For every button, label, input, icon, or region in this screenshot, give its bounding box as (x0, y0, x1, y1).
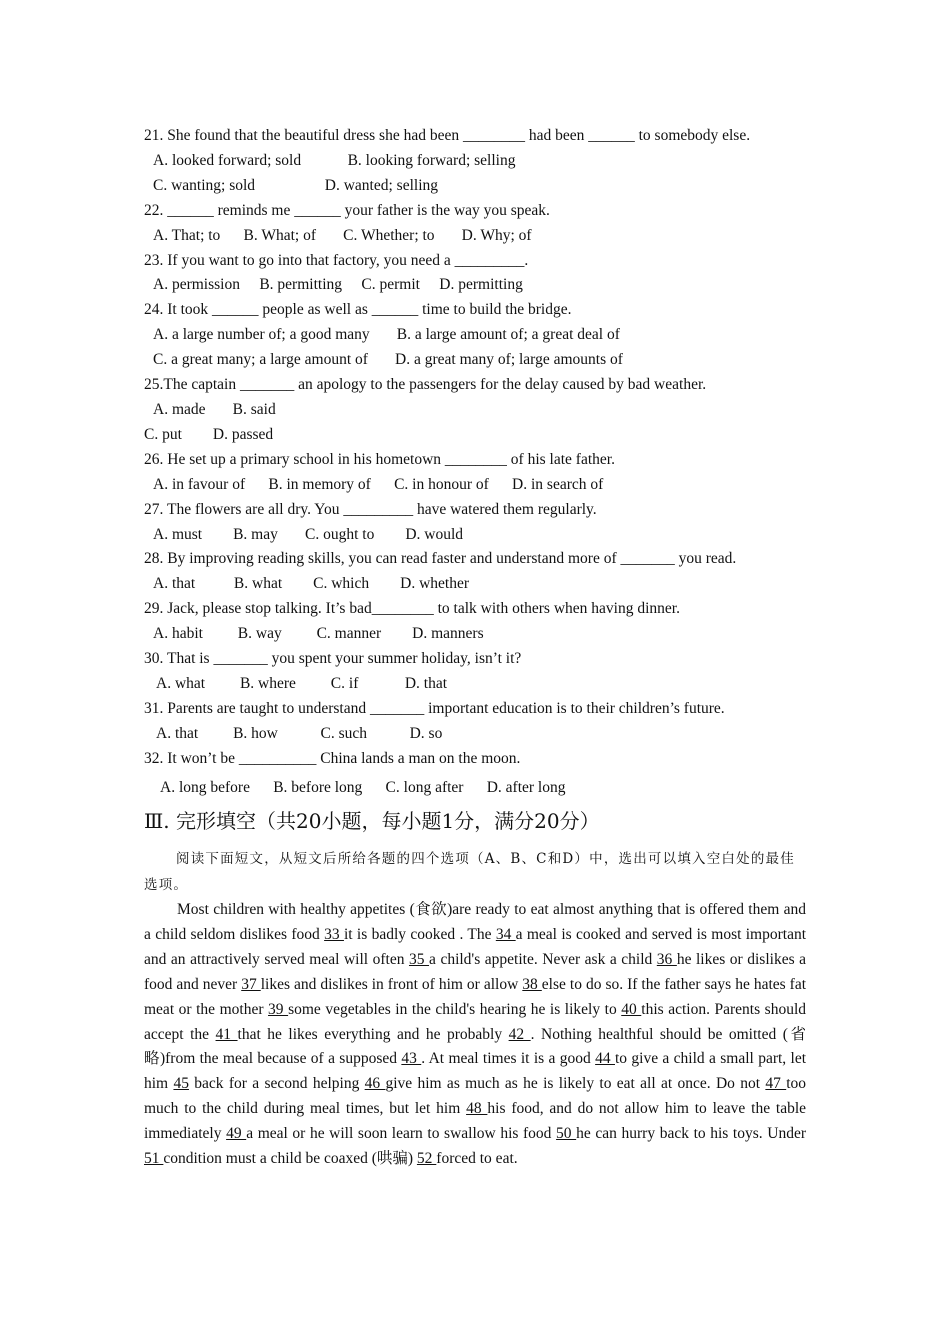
question-21 (144, 124, 814, 199)
passage-text: Most children with healthy appetites (食欲)are ready to eat almost anything that is offered them and a child seldom dislikes food (144, 901, 806, 943)
multiple-choice-section (144, 124, 814, 800)
question-options: A. permission B. permitting C. permit D. permitting (153, 276, 523, 294)
passage-text: back for a second helping (188, 1075, 365, 1093)
question-stem: 27. The flowers are all dry. You _________ have watered them regularly. (144, 500, 597, 518)
cloze-blank: 47 (765, 1075, 787, 1093)
question-32 (144, 747, 814, 801)
question-stem: 30. That is _______ you spent your summer holiday, isn’t it? (144, 650, 522, 668)
question-27 (144, 498, 814, 548)
question-options: A. that B. what C. which D. whether (153, 575, 469, 593)
section-instructions: 阅读下面短文，从短文后所给各题的四个选项（A、B、C和D）中，选出可以填入空白处的最佳选项。 (144, 851, 795, 893)
question-25 (144, 373, 814, 448)
question-stem: 21. She found that the beautiful dress she had been ________ had been ______ to somebody else. (144, 127, 751, 144)
passage-text: a meal is cooked and served is most important and an attractively served meal will often (144, 925, 807, 968)
passage-text: a child's appetite. Never ask a child (429, 950, 657, 968)
question-options: A. habit B. way C. manner D. manners (153, 625, 484, 643)
question-options: A. made B. said (153, 400, 276, 418)
passage-text: condition must a child be coaxed (哄骗) (163, 1150, 417, 1168)
cloze-blank: 34 (495, 925, 516, 943)
section-title: Ⅲ. 完形填空（共20小题，每小题1分，满分20分） (144, 809, 600, 833)
question-23 (144, 249, 814, 299)
passage-text: . Nothing healthful should be omitted (省略)from the meal because of a supposed (144, 1025, 807, 1068)
question-stem: 32. It won’t be __________ China lands a man on the moon. (144, 749, 521, 767)
cloze-blank: 36 (656, 950, 677, 968)
cloze-blank: 46 (364, 1075, 386, 1093)
cloze-blank: 44 (595, 1050, 615, 1068)
cloze-blank: 35 (408, 950, 430, 968)
passage-text: it is badly cooked . The (343, 925, 496, 943)
question-stem: 28. By improving reading skills, you can read faster and understand more of _______ you read. (144, 550, 737, 568)
passage-text: his food, and do not allow him to leave the table immediately (144, 1100, 807, 1143)
question-29 (144, 597, 814, 647)
question-options: A. That; to B. What; of C. Whether; to D. Why; of (153, 226, 532, 244)
cloze-blank: 48 (466, 1100, 488, 1118)
question-options: A. must B. may C. ought to D. would (153, 525, 464, 543)
question-stem: 25.The captain _______ an apology to the passengers for the delay caused by bad weather. (144, 376, 707, 394)
passage-text: he can hurry back to his toys. Under (576, 1125, 806, 1143)
passage-text: . At meal times it is a good (421, 1050, 596, 1068)
question-stem: 31. Parents are taught to understand _______ important education is to their children’s future. (144, 699, 725, 717)
cloze-blank: 41 (215, 1025, 238, 1043)
passage-text: else to do so. If the father says he hates fat meat or the mother (144, 975, 807, 1018)
question-22 (144, 199, 814, 249)
question-options: A. that B. how C. such D. so (153, 724, 443, 742)
question-options: A. what B. where C. if D. that (153, 674, 448, 692)
question-28 (144, 547, 814, 597)
cloze-blank: 42 (508, 1025, 531, 1043)
passage-text: likes and dislikes in front of him or allow (260, 975, 523, 993)
question-options: C. a great many; a large amount of D. a great many of; large amounts of (153, 351, 623, 369)
cloze-blank: 38 (522, 975, 542, 993)
cloze-blank: 45 (173, 1075, 189, 1093)
passage-text: to give a child a small part, let him (144, 1050, 807, 1093)
question-31 (144, 697, 814, 747)
question-options: A. long before B. before long C. long after D. after long (160, 778, 566, 796)
cloze-blank: 50 (556, 1125, 577, 1143)
question-options: A. in favour of B. in memory of C. in honour of D. in search of (153, 475, 604, 493)
passage-text: give him as much as he is likely to eat all at once. Do not (385, 1075, 766, 1093)
cloze-blank: 37 (241, 975, 261, 993)
question-options: A. looked forward; sold B. looking forward; selling (153, 151, 516, 169)
passage-text: a meal or he will soon learn to swallow his food (246, 1125, 557, 1143)
question-stem: 24. It took ______ people as well as ______ time to build the bridge. (144, 301, 572, 319)
cloze-passage (144, 898, 806, 1172)
cloze-blank: 51 (144, 1150, 164, 1168)
question-options: C. put D. passed (144, 425, 274, 443)
passage-text: that he likes everything and he probably (237, 1025, 509, 1043)
question-30 (144, 647, 814, 697)
passage-text: he likes or dislikes a food and never (144, 950, 807, 993)
passage-text: too much to the child during meal times, but let him (144, 1075, 807, 1118)
cloze-blank: 39 (268, 1000, 289, 1018)
question-stem: 26. He set up a primary school in his hometown ________ of his late father. (144, 450, 615, 468)
cloze-blank: 40 (621, 1000, 642, 1018)
question-options: A. a large number of; a good many B. a large amount of; a great deal of (153, 326, 620, 344)
passage-text: some vegetables in the child's hearing he is likely to (288, 1000, 622, 1018)
question-stem: 22. ______ reminds me ______ your father is the way you speak. (144, 201, 550, 219)
passage-text: this action. Parents should accept the (144, 1000, 807, 1043)
cloze-blank: 43 (401, 1050, 422, 1068)
cloze-blank: 52 (416, 1150, 437, 1168)
cloze-blank: 33 (324, 925, 344, 943)
question-options: C. wanting; sold D. wanted; selling (153, 176, 439, 194)
question-stem: 23. If you want to go into that factory, you need a _________. (144, 251, 529, 269)
cloze-blank: 49 (226, 1125, 247, 1143)
question-26 (144, 448, 814, 498)
question-24 (144, 298, 814, 373)
passage-text: forced to eat. (436, 1150, 518, 1168)
question-stem: 29. Jack, please stop talking. It’s bad________ to talk with others when having dinner. (144, 600, 680, 618)
